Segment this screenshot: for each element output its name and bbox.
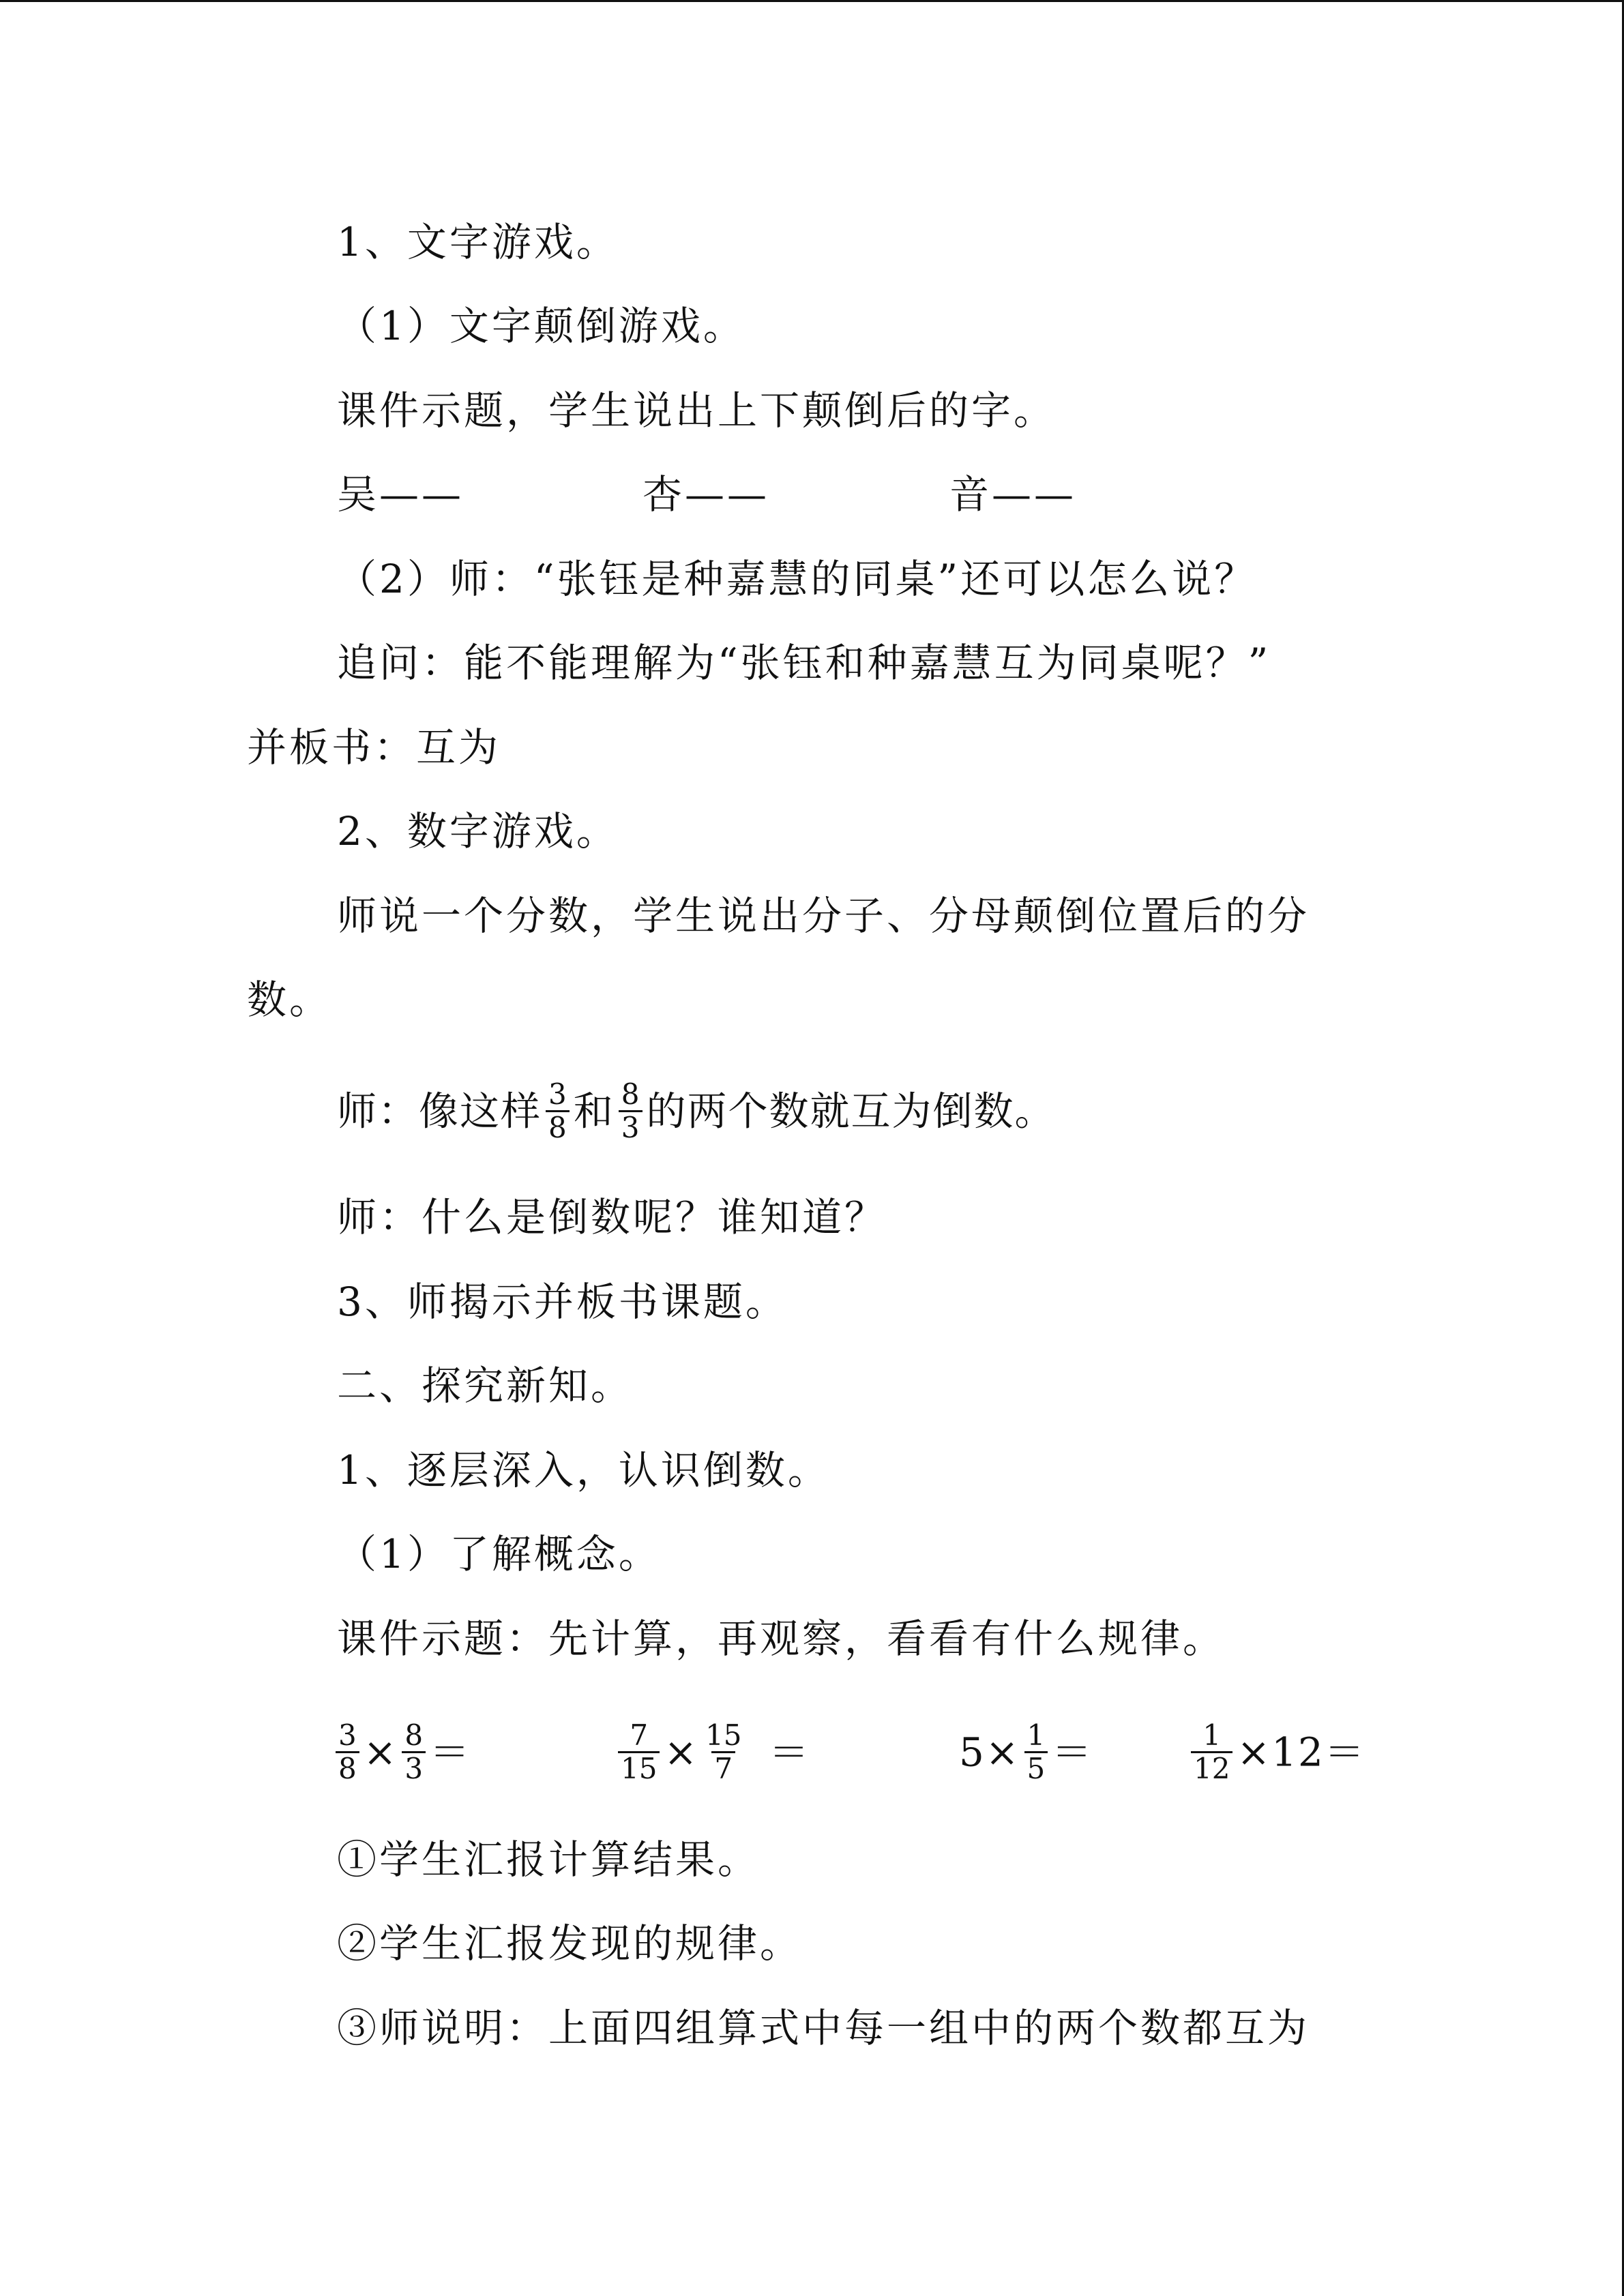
eq1-fraction-b: $\frac{8}{3}$ xyxy=(402,1720,426,1785)
eq2-fraction-a: $\frac{7}{15}$ xyxy=(618,1720,660,1785)
reveal-topic: 3、师揭示并板书课题。 xyxy=(337,1279,788,1325)
reciprocal-example-line xyxy=(337,1079,1056,1144)
heading-understand-reciprocal: 1、逐层深入，认识倒数。 xyxy=(337,1447,830,1493)
number-game-instruction-cont: 数。 xyxy=(247,976,332,1023)
follow-up-question: 追问：能不能理解为“张钰和种嘉慧互为同桌呢？” xyxy=(337,640,1271,686)
board-note-mutual: 并板书：互为 xyxy=(247,724,501,771)
eq2-fraction-b: $\frac{15}{7}$ xyxy=(705,1718,742,1785)
item-deskmate-question: （2）师：“张钰是种嘉慧的同桌”还可以怎么说？ xyxy=(337,556,1257,602)
item-understand-concept: （1）了解概念。 xyxy=(337,1531,661,1577)
step-teacher-explains: ③师说明：上面四组算式中每一组中的两个数都互为 xyxy=(337,2005,1310,2051)
fraction-eight-thirds: $\frac{8}{3}$ xyxy=(619,1079,643,1144)
heading-word-game: 1、文字游戏。 xyxy=(337,219,619,265)
number-game-instruction: 师说一个分数，学生说出分子、分母颠倒位置后的分 xyxy=(337,893,1310,939)
equation-2: $\frac{7}{15}$ × $\frac{15}{7}$ ＝ xyxy=(614,1720,810,1785)
example-and: 和 xyxy=(573,1088,615,1135)
step-report-results: ①学生汇报计算结果。 xyxy=(337,1836,761,1883)
eq4-fraction-a: $\frac{1}{12}$ xyxy=(1191,1720,1232,1785)
eq1-fraction-a: $\frac{3}{8}$ xyxy=(336,1720,359,1785)
fraction-three-eighths: $\frac{3}{8}$ xyxy=(546,1079,570,1144)
instruction-calculate-observe: 课件示题：先计算，再观察，看看有什么规律。 xyxy=(337,1615,1226,1662)
question-what-is-reciprocal: 师：什么是倒数呢？谁知道？ xyxy=(337,1194,887,1240)
item-flip-word-game: （1）文字颠倒游戏。 xyxy=(337,303,745,349)
eq3-fraction-b: $\frac{1}{5}$ xyxy=(1024,1720,1048,1785)
page-top-border xyxy=(0,0,1624,2)
section-explore-new: 二、探究新知。 xyxy=(337,1362,634,1409)
char-xing-blank: 杏—— xyxy=(643,471,770,518)
equation-4: $\frac{1}{12}$ ×12＝ xyxy=(1187,1720,1365,1785)
heading-number-game: 2、数字游戏。 xyxy=(337,808,619,854)
instruction-flip-chars: 课件示题，学生说出上下颠倒后的字。 xyxy=(337,387,1057,434)
equation-1: $\frac{3}{8}$ × $\frac{8}{3}$ ＝ xyxy=(331,1720,471,1785)
equation-3: 5× $\frac{1}{5}$ ＝ xyxy=(959,1718,1093,1785)
char-yin-blank: 音—— xyxy=(949,471,1077,518)
step-report-pattern: ②学生汇报发现的规律。 xyxy=(337,1920,803,1967)
example-suffix: 的两个数就互为倒数。 xyxy=(646,1088,1056,1135)
char-wu-blank: 吴—— xyxy=(337,471,464,518)
example-prefix: 师：像这样 xyxy=(337,1088,542,1135)
